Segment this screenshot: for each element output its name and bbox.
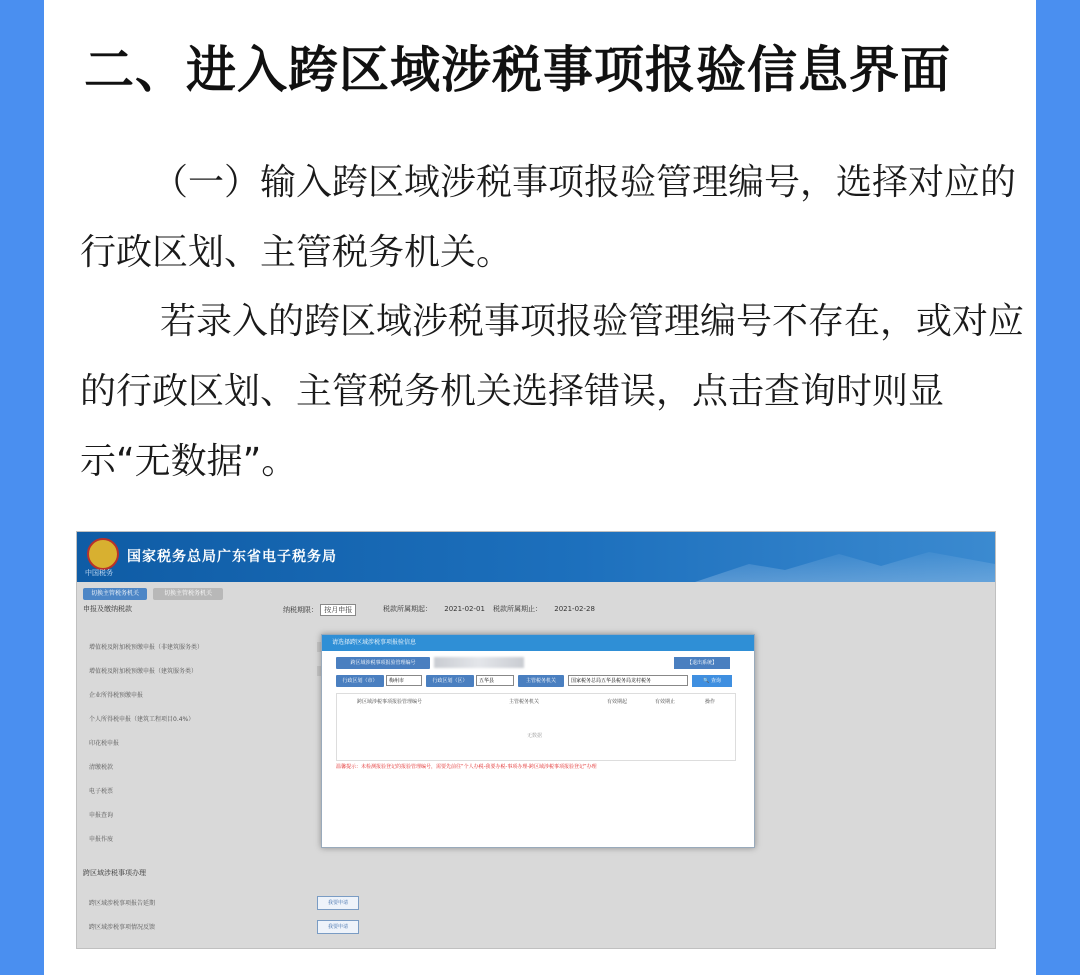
- warning-tip: 温馨提示：未检测报验登记的报验管理编号，需要先前往“个人办税-我要办税-事项办理-跨区域涉税事项报验登记”办理: [336, 764, 597, 770]
- start-date: [383, 604, 485, 614]
- no-data-text: 无数据: [527, 733, 543, 739]
- section-heading: 二、进入跨区域涉税事项报验信息界面: [84, 41, 951, 99]
- table-header: 跨区域涉税事项报验管理编号: [357, 699, 423, 705]
- menu-item[interactable]: 印花税申报: [89, 740, 120, 747]
- site-banner: [77, 532, 995, 582]
- end-value: 2021-02-28: [554, 605, 595, 613]
- embedded-screenshot: [76, 531, 996, 949]
- region-city-label: 行政区划（市）: [336, 675, 384, 687]
- code-label: 跨区域涉税事项报验管理编号: [336, 657, 430, 669]
- end-label: 税款所属期止：: [493, 605, 542, 613]
- exit-button[interactable]: 【退出系统】: [674, 657, 730, 669]
- end-date: [493, 604, 595, 614]
- paragraph-2-text-c: ，点击查询时则显示“无数据”。: [80, 371, 945, 482]
- site-title: 国家税务总局广东省电子税务局: [127, 549, 337, 565]
- menu-item[interactable]: 申报作废: [89, 836, 114, 843]
- paragraph-2: [80, 287, 1030, 497]
- menu-item[interactable]: 申报查询: [89, 812, 114, 819]
- modal-title: 请选择跨区域涉税事项报验信息: [322, 635, 754, 651]
- start-value: 2021-02-01: [444, 605, 485, 613]
- menu-item[interactable]: 增值税及附加税预缴申报（建筑服务类）: [89, 668, 198, 675]
- query-button[interactable]: 🔍 查询: [692, 675, 732, 687]
- period-filter: [283, 604, 356, 616]
- menu-item[interactable]: 跨区域涉税事项报告延期: [89, 900, 156, 907]
- table-header: 操作: [705, 699, 716, 705]
- authority-select[interactable]: 国家税务总局五华县税务局龙村税务: [568, 675, 688, 686]
- start-label: 税款所属期起：: [383, 605, 432, 613]
- section-title-declare: 申报及缴纳税款: [83, 605, 132, 613]
- paragraph-2-highlight: 选择错误: [512, 371, 657, 412]
- switch-authority-button-secondary[interactable]: 切换主管税务机关: [153, 588, 223, 600]
- paragraph-2-text-a: 若录入的跨区域涉税事项报验管理编号不存在，或对应的行政区划、主管税务机关: [80, 301, 1025, 412]
- table-header: 主管税务机关: [509, 699, 540, 705]
- menu-item[interactable]: 跨区域涉税事项情况反馈: [89, 924, 156, 931]
- region-city-select[interactable]: 梅州市: [386, 675, 422, 686]
- query-label: 查询: [710, 678, 721, 684]
- apply-button[interactable]: 我要申请: [317, 896, 359, 910]
- menu-item[interactable]: 电子税票: [89, 788, 114, 795]
- menu-item[interactable]: 增值税及附加税预缴申报（非建筑服务类）: [89, 644, 204, 651]
- apply-button[interactable]: 我要申请: [317, 920, 359, 934]
- result-table: [336, 693, 736, 761]
- great-wall-illustration: [695, 542, 995, 582]
- region-district-select[interactable]: 五华县: [476, 675, 514, 686]
- code-input-blurred[interactable]: [434, 657, 524, 668]
- menu-item[interactable]: 清缴税款: [89, 764, 114, 771]
- section-title-cross-region: 跨区域涉税事项办理: [83, 869, 146, 877]
- menu-item[interactable]: 企业所得税预缴申报: [89, 692, 144, 699]
- menu-item[interactable]: 个人所得税申报（建筑工程项目0.4%）: [89, 716, 195, 723]
- table-header: 有效期止: [655, 699, 676, 705]
- authority-label: 主管税务机关: [518, 675, 564, 687]
- table-header: 有效期起: [607, 699, 628, 705]
- select-info-modal: [321, 634, 755, 848]
- period-label: 纳税期限：: [283, 606, 318, 614]
- tax-emblem-icon: [87, 538, 119, 570]
- period-select[interactable]: 按月申报: [320, 604, 356, 616]
- switch-authority-button[interactable]: 切换主管税务机关: [83, 588, 147, 600]
- region-district-label: 行政区划（区）: [426, 675, 474, 687]
- paragraph-1: （一）输入跨区域涉税事项报验管理编号，选择对应的行政区划、主管税务机关。: [80, 162, 1017, 273]
- emblem-caption: 中国税务: [85, 569, 113, 577]
